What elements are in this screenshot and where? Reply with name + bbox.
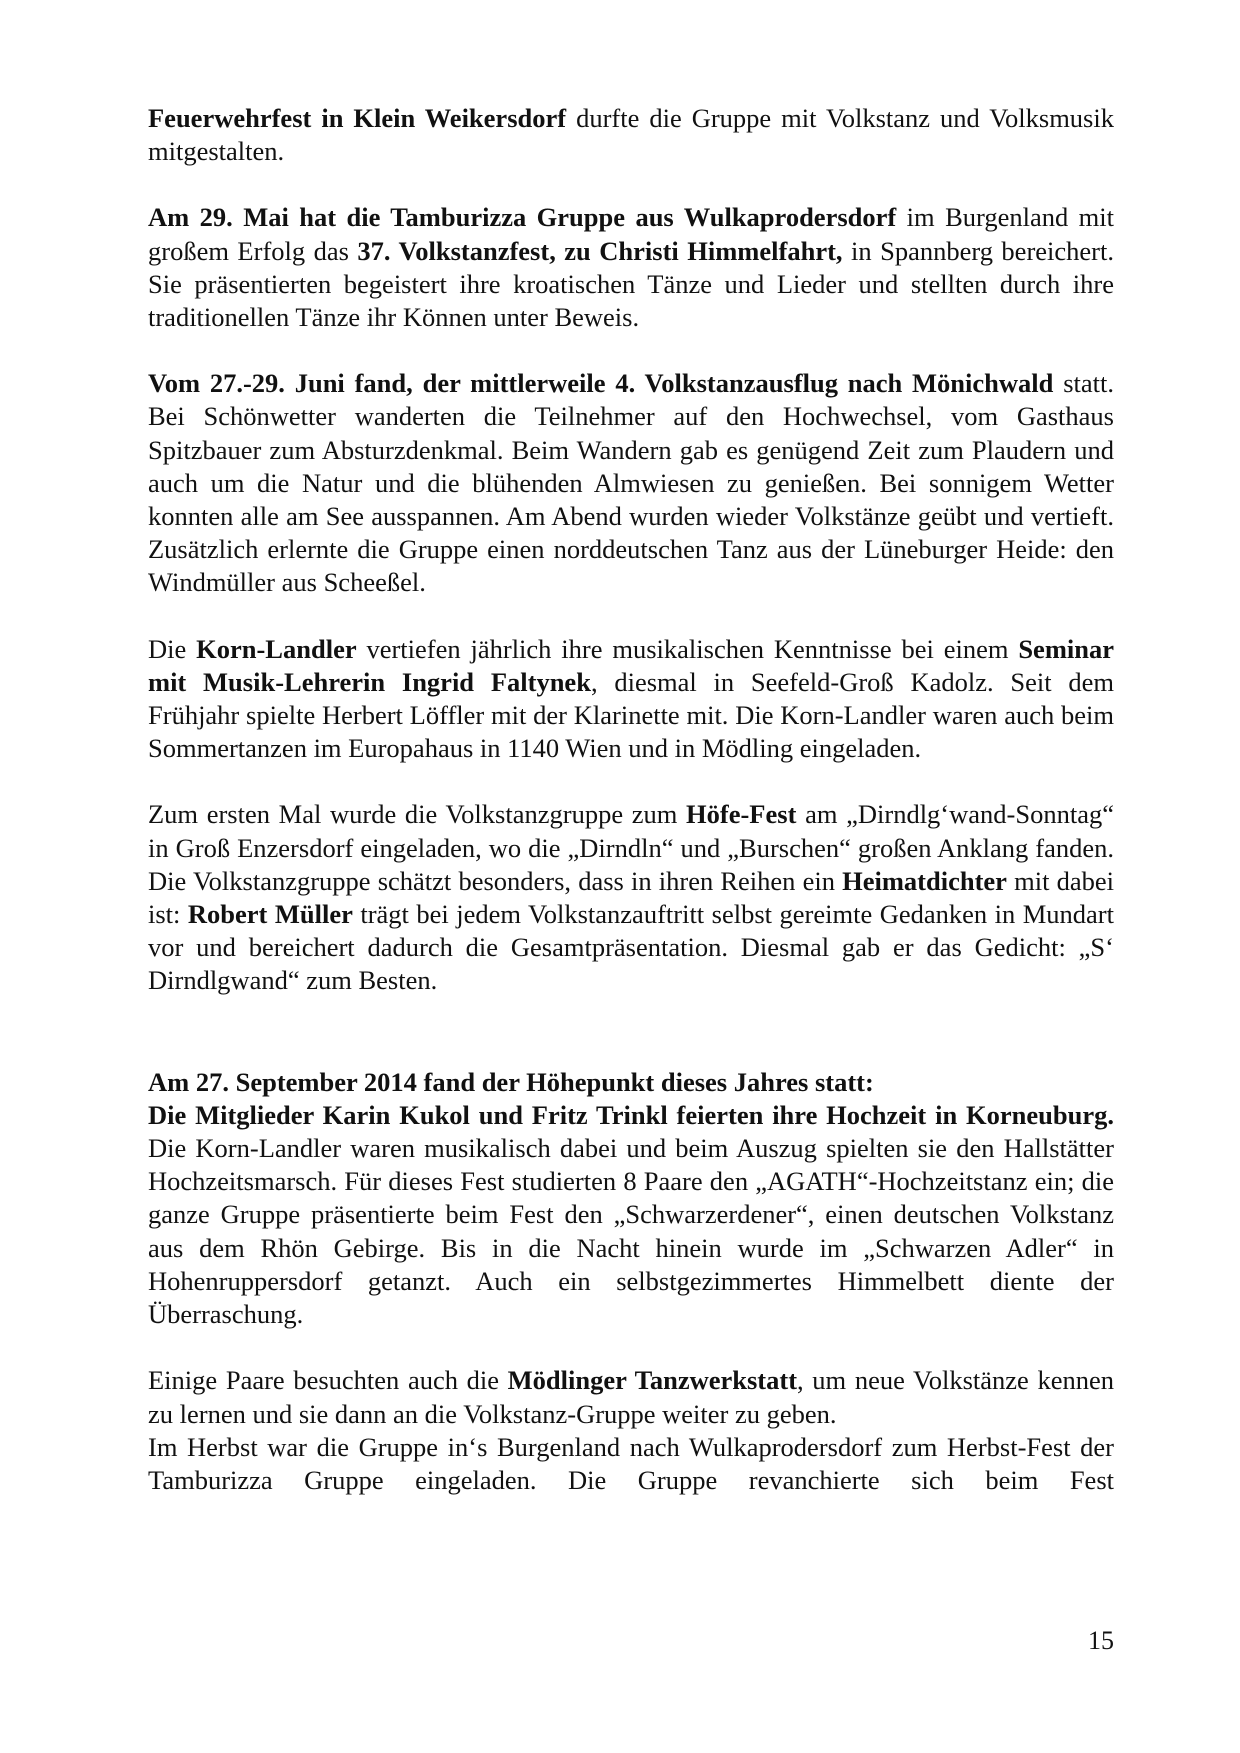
- text-run: im Burgenland mit großem Erfolg das: [148, 202, 1114, 266]
- text-run: durfte die Gruppe mit Volkstanz und Volksmusik mitgestalten.: [148, 103, 1114, 167]
- text-run: trägt bei jedem Volkstanzauftritt selbst gereimte Gedanken in Mundart vor und bereichert dadurch die Gesamtpräsentation. Diesmal gab er das Gedicht: „S‘ Dirndlgwand“ zum Besten.: [148, 899, 1114, 996]
- paragraph-hochzeit: [148, 1066, 1114, 1332]
- bold-text-run: Die Mitglieder Karin Kukol und Fritz Trinkl feierten ihre Hochzeit in Korneuburg.: [148, 1099, 1114, 1130]
- text-run: Einige Paare besuchten auch die: [148, 1365, 508, 1396]
- bold-text-run: Vom 27.-29. Juni fand, der mittlerweile 4. Volkstanzausflug nach Mönichwald: [148, 368, 1054, 399]
- text-run: am „Dirndlg‘wand-Sonntag“ in Groß Enzersdorf eingeladen, wo die „Dirndln“ und „Burschen“ großen Anklang fanden. Die Volkstanzgruppe schätzt besonders, dass in ihren Reihen ein: [148, 799, 1114, 896]
- bold-text-run: Heimatdichter: [842, 865, 1007, 896]
- text-run: , um neue Volkstänze kennen zu lernen und sie dann an die Volkstanz-Gruppe weiter zu geben.: [148, 1365, 1114, 1429]
- paragraph-tamburizza-volkstanzfest: [148, 201, 1114, 334]
- text-run: Zum ersten Mal wurde die Volkstanzgruppe zum: [148, 799, 687, 830]
- bold-text-run: Korn-Landler: [196, 633, 357, 664]
- page-body: [148, 102, 1114, 1497]
- paragraph-feuerwehrfest: [148, 102, 1114, 168]
- bold-text-run: Seminar mit Musik-Lehrerin Ingrid Faltynek: [148, 633, 1114, 697]
- paragraph-herbst-fest: [148, 1431, 1114, 1497]
- bold-text-run: Höfe-Fest: [686, 799, 797, 830]
- page-number: 15: [1088, 1626, 1114, 1655]
- paragraph-korn-landler-seminar: [148, 633, 1114, 766]
- bold-text-run: 37. Volkstanzfest, zu Christi Himmelfahrt,: [357, 235, 843, 266]
- text-run: Im Herbst war die Gruppe in‘s Burgenland nach Wulkaprodersdorf zum Herbst-Fest der Tamburizza Gruppe eingeladen. Die Gruppe revanchierte sich beim Fest: [148, 1431, 1114, 1495]
- bold-text-run: Mödlinger Tanzwerkstatt: [507, 1365, 798, 1396]
- bold-text-run: Am 27. September 2014 fand der Höhepunkt dieses Jahres statt:: [148, 1066, 874, 1097]
- paragraph-moedlinger-tanzwerkstatt: [148, 1364, 1114, 1430]
- text-run: in Spannberg bereichert. Sie präsentierten begeistert ihre kroatischen Tänze und Lieder und stellten durch ihre traditionellen Tänze ihr Können unter Beweis.: [148, 235, 1114, 333]
- bold-text-run: Feuerwehrfest in Klein Weikersdorf: [148, 103, 567, 133]
- paragraph-hoefe-fest: [148, 798, 1114, 997]
- text-run: , diesmal in Seefeld-Groß Kadolz. Seit dem Frühjahr spielte Herbert Löffler mit der Klarinette mit. Die Korn-Landler waren auch beim Sommertanzen im Europahaus in 1140 Wien und in Mödling eingeladen.: [148, 666, 1114, 764]
- paragraph-volkstanzausflug: [148, 367, 1114, 599]
- bold-text-run: Am 29. Mai hat die Tamburizza Gruppe aus Wulkaprodersdorf: [148, 202, 897, 233]
- text-run: vertiefen jährlich ihre musikalischen Kenntnisse bei einem: [356, 633, 1019, 664]
- text-run: mit dabei ist:: [148, 865, 1114, 930]
- text-run: Die Korn-Landler waren musikalisch dabei und beim Auszug spielten sie den Hallstätter Hochzeitsmarsch. Für dieses Fest studierten 8 Paare den „AGATH“-Hochzeitstanz ein; die ganze Gruppe präsentierte beim Fest den „Schwarzerdener“, einen deutschen Volkstanz aus dem Rhön Gebirge. Bis in die Nacht hinein wurde im „Schwarzen Adler“ in Hohenruppersdorf getanzt. Auch ein selbstgezimmertes Himmelbett diente der Überraschung.: [148, 1133, 1114, 1330]
- text-run: Die: [148, 633, 197, 664]
- text-run: statt. Bei Schönwetter wanderten die Teilnehmer auf den Hochwechsel, vom Gasthaus Spitzbauer zum Absturzdenkmal. Beim Wandern gab es genügend Zeit zum Plaudern und auch um die Natur und die blühenden Almwiesen zu genießen. Bei sonnigem Wetter konnten alle am See ausspannen. Am Abend wurden wieder Volkstänze geübt und vertieft. Zusätzlich erlernte die Gruppe einen norddeutschen Tanz aus der Lüneburger Heide: den Windmüller aus Scheeßel.: [148, 368, 1114, 598]
- bold-text-run: Robert Müller: [187, 899, 353, 930]
